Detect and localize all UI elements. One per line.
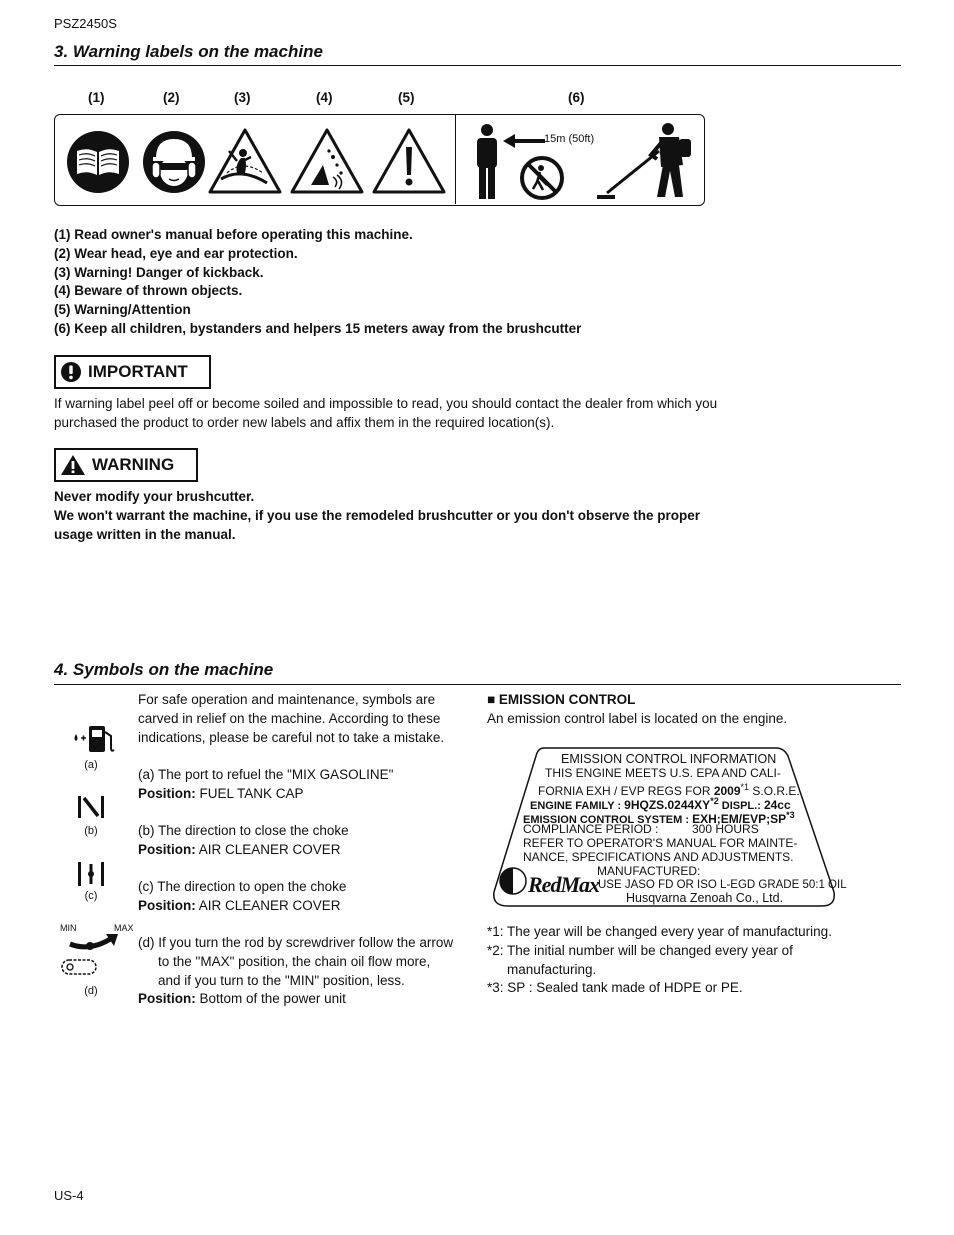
- emission-label-line-6: REFER TO OPERATOR'S MANUAL FOR MAINTE-: [523, 836, 798, 850]
- important-label: IMPORTANT: [88, 362, 188, 381]
- symbol-d-position: Bottom of the power unit: [199, 991, 346, 1007]
- symbol-d-text: [138, 934, 453, 1009]
- section-4-title: 4. Symbols on the machine: [54, 660, 274, 679]
- symbol-caption-c: (c): [84, 890, 98, 902]
- manufactured-label: MANUFACTURED:: [597, 864, 701, 878]
- redmax-logo-icon: [498, 866, 528, 896]
- warning-label: WARNING: [92, 455, 175, 474]
- label-explanation-5: (5) Warning/Attention: [54, 302, 191, 318]
- symbol-a-text: [138, 766, 393, 804]
- emission-note-3: *3: SP : Sealed tank made of HDPE or PE.: [487, 980, 743, 996]
- important-line-1: If warning label peel off or become soiled and impossible to read, you should contact the dealer from which you: [54, 396, 718, 411]
- emission-notes: [487, 923, 832, 998]
- symbols-intro-line-1: For safe operation and maintenance, symbols are: [138, 692, 436, 707]
- symbols-intro: [138, 691, 444, 747]
- engine-family-label: ENGINE FAMILY :: [530, 800, 625, 812]
- symbol-b-position-label: Position:: [138, 841, 196, 857]
- engine-family-value: 9HQZS.0244XY: [624, 798, 711, 812]
- head-eye-ear-protection-icon: [141, 129, 207, 195]
- important-line-2: purchased the product to order new labels and affix them in the required location(s).: [54, 414, 555, 430]
- label-explanation-2: (2) Wear head, eye and ear protection.: [54, 245, 298, 261]
- emission-system-value: EXH;EM/EVP;SP: [692, 812, 787, 826]
- symbol-b-position: AIR CLEANER COVER: [198, 841, 341, 857]
- manufacturer-name: Husqvarna Zenoah Co., Ltd.: [626, 891, 784, 905]
- symbol-a-position: FUEL TANK CAP: [199, 785, 304, 801]
- symbol-a-description: (a) The port to refuel the "MIX GASOLINE": [138, 767, 394, 782]
- oil-spec: USE JASO FD OR ISO L-EGD GRADE 50:1 OIL: [598, 879, 847, 891]
- emission-year-note: *1: [740, 782, 750, 792]
- section-3-rule: [54, 65, 901, 66]
- no-children-icon: [519, 155, 565, 201]
- redmax-brand: RedMax: [528, 872, 599, 897]
- section-3-title: 3. Warning labels on the machine: [54, 42, 323, 61]
- read-manual-icon: [65, 129, 131, 195]
- emission-sore: S.O.R.E.: [749, 784, 800, 798]
- emission-heading: ■ EMISSION CONTROL: [487, 692, 636, 707]
- emission-text: An emission control label is located on the engine.: [487, 711, 788, 726]
- emission-label-line-7: NANCE, SPECIFICATIONS AND ADJUSTMENTS.: [523, 850, 794, 864]
- warning-text: [54, 488, 700, 544]
- emission-year: 2009: [713, 784, 741, 798]
- warning-line-3: usage written in the manual.: [54, 526, 236, 542]
- emission-label: [486, 742, 847, 912]
- emission-regs-text: FORNIA EXH / EVP REGS FOR: [538, 784, 714, 798]
- label-number-4: (4): [316, 90, 333, 105]
- label-number-1: (1): [88, 90, 105, 105]
- close-choke-icon: [76, 794, 106, 820]
- symbol-d-position-label: Position:: [138, 991, 196, 1007]
- label-number-5: (5): [398, 90, 415, 105]
- emission-note-1: *1: The year will be changed every year of manufacturing.: [487, 924, 832, 939]
- attention-warning-icon: [371, 127, 447, 195]
- strip-divider: [455, 115, 456, 204]
- symbol-caption-b: (b): [84, 825, 98, 837]
- symbol-c-position: AIR CLEANER COVER: [198, 897, 341, 913]
- compliance-period-value: 300 HOURS: [692, 822, 759, 836]
- symbol-c-text: [138, 878, 346, 916]
- important-box: [54, 355, 211, 389]
- emission-note-2: *2: The initial number will be changed every year of: [487, 942, 793, 958]
- emission-system-note: *3: [786, 810, 795, 820]
- emission-note-2-cont: manufacturing.: [507, 961, 597, 977]
- min-label: MIN: [60, 923, 77, 933]
- symbol-d-description-1: (d) If you turn the rod by screwdriver follow the arrow: [138, 935, 454, 950]
- symbol-d-description-2: to the "MAX" position, the chain oil flow more,: [158, 953, 431, 969]
- symbols-intro-line-3: indications, please be careful not to take a mistake.: [138, 729, 445, 745]
- symbol-a-position-label: Position:: [138, 785, 196, 801]
- warning-triangle-icon: [60, 454, 86, 476]
- symbol-caption-d: (d): [84, 985, 98, 997]
- brushcutter-operator-icon: [595, 119, 701, 203]
- chain-oil-adjust-icon: [60, 930, 132, 978]
- warning-line-2: We won't warrant the machine, if you use the remodeled brushcutter or you don't observe the proper: [54, 507, 701, 523]
- emission-system-label: EMISSION CONTROL SYSTEM :: [523, 814, 693, 826]
- important-text: [54, 395, 717, 433]
- open-choke-icon: [76, 860, 106, 888]
- label-explanation-6: (6) Keep all children, bystanders and helpers 15 meters away from the brushcutter: [54, 320, 582, 336]
- displ-label: DISPL.:: [718, 800, 764, 812]
- model-number: PSZ2450S: [54, 16, 117, 31]
- warning-box: [54, 448, 198, 482]
- mix-gasoline-icon: [70, 722, 118, 756]
- kickback-warning-icon: [207, 127, 283, 195]
- section-4-rule: [54, 684, 901, 685]
- warning-label-strip: [54, 114, 705, 206]
- distance-arrow-icon: [501, 131, 547, 151]
- compliance-period-label: COMPLIANCE PERIOD :: [523, 822, 659, 836]
- engine-family-note: *2: [710, 796, 719, 806]
- symbol-d-description-3: and if you turn to the "MIN" position, less.: [158, 972, 405, 988]
- symbol-c-position-label: Position:: [138, 897, 196, 913]
- label-number-2: (2): [163, 90, 180, 105]
- symbol-b-description: (b) The direction to close the choke: [138, 823, 349, 838]
- distance-label: 15m (50ft): [544, 133, 595, 145]
- exclamation-circle-icon: [60, 361, 82, 383]
- warning-line-1: Never modify your brushcutter.: [54, 489, 255, 504]
- thrown-objects-icon: [289, 127, 365, 195]
- page-number: US-4: [54, 1188, 84, 1203]
- label-number-3: (3): [234, 90, 251, 105]
- emission-label-line-1: THIS ENGINE MEETS U.S. EPA AND CALI-: [545, 766, 781, 780]
- label-explanations: [54, 226, 581, 339]
- label-number-6: (6): [568, 90, 585, 105]
- label-explanation-1: (1) Read owner's manual before operating this machine.: [54, 227, 413, 242]
- label-explanation-4: (4) Beware of thrown objects.: [54, 283, 243, 299]
- symbol-caption-a: (a): [84, 759, 98, 771]
- displ-value: 24cc: [763, 798, 791, 812]
- max-label: MAX: [114, 923, 134, 933]
- emission-label-title: EMISSION CONTROL INFORMATION: [561, 752, 777, 766]
- symbol-b-text: [138, 822, 349, 860]
- symbols-intro-line-2: carved in relief on the machine. According to these: [138, 710, 441, 726]
- label-explanation-3: (3) Warning! Danger of kickback.: [54, 264, 264, 280]
- symbol-c-description: (c) The direction to open the choke: [138, 879, 347, 894]
